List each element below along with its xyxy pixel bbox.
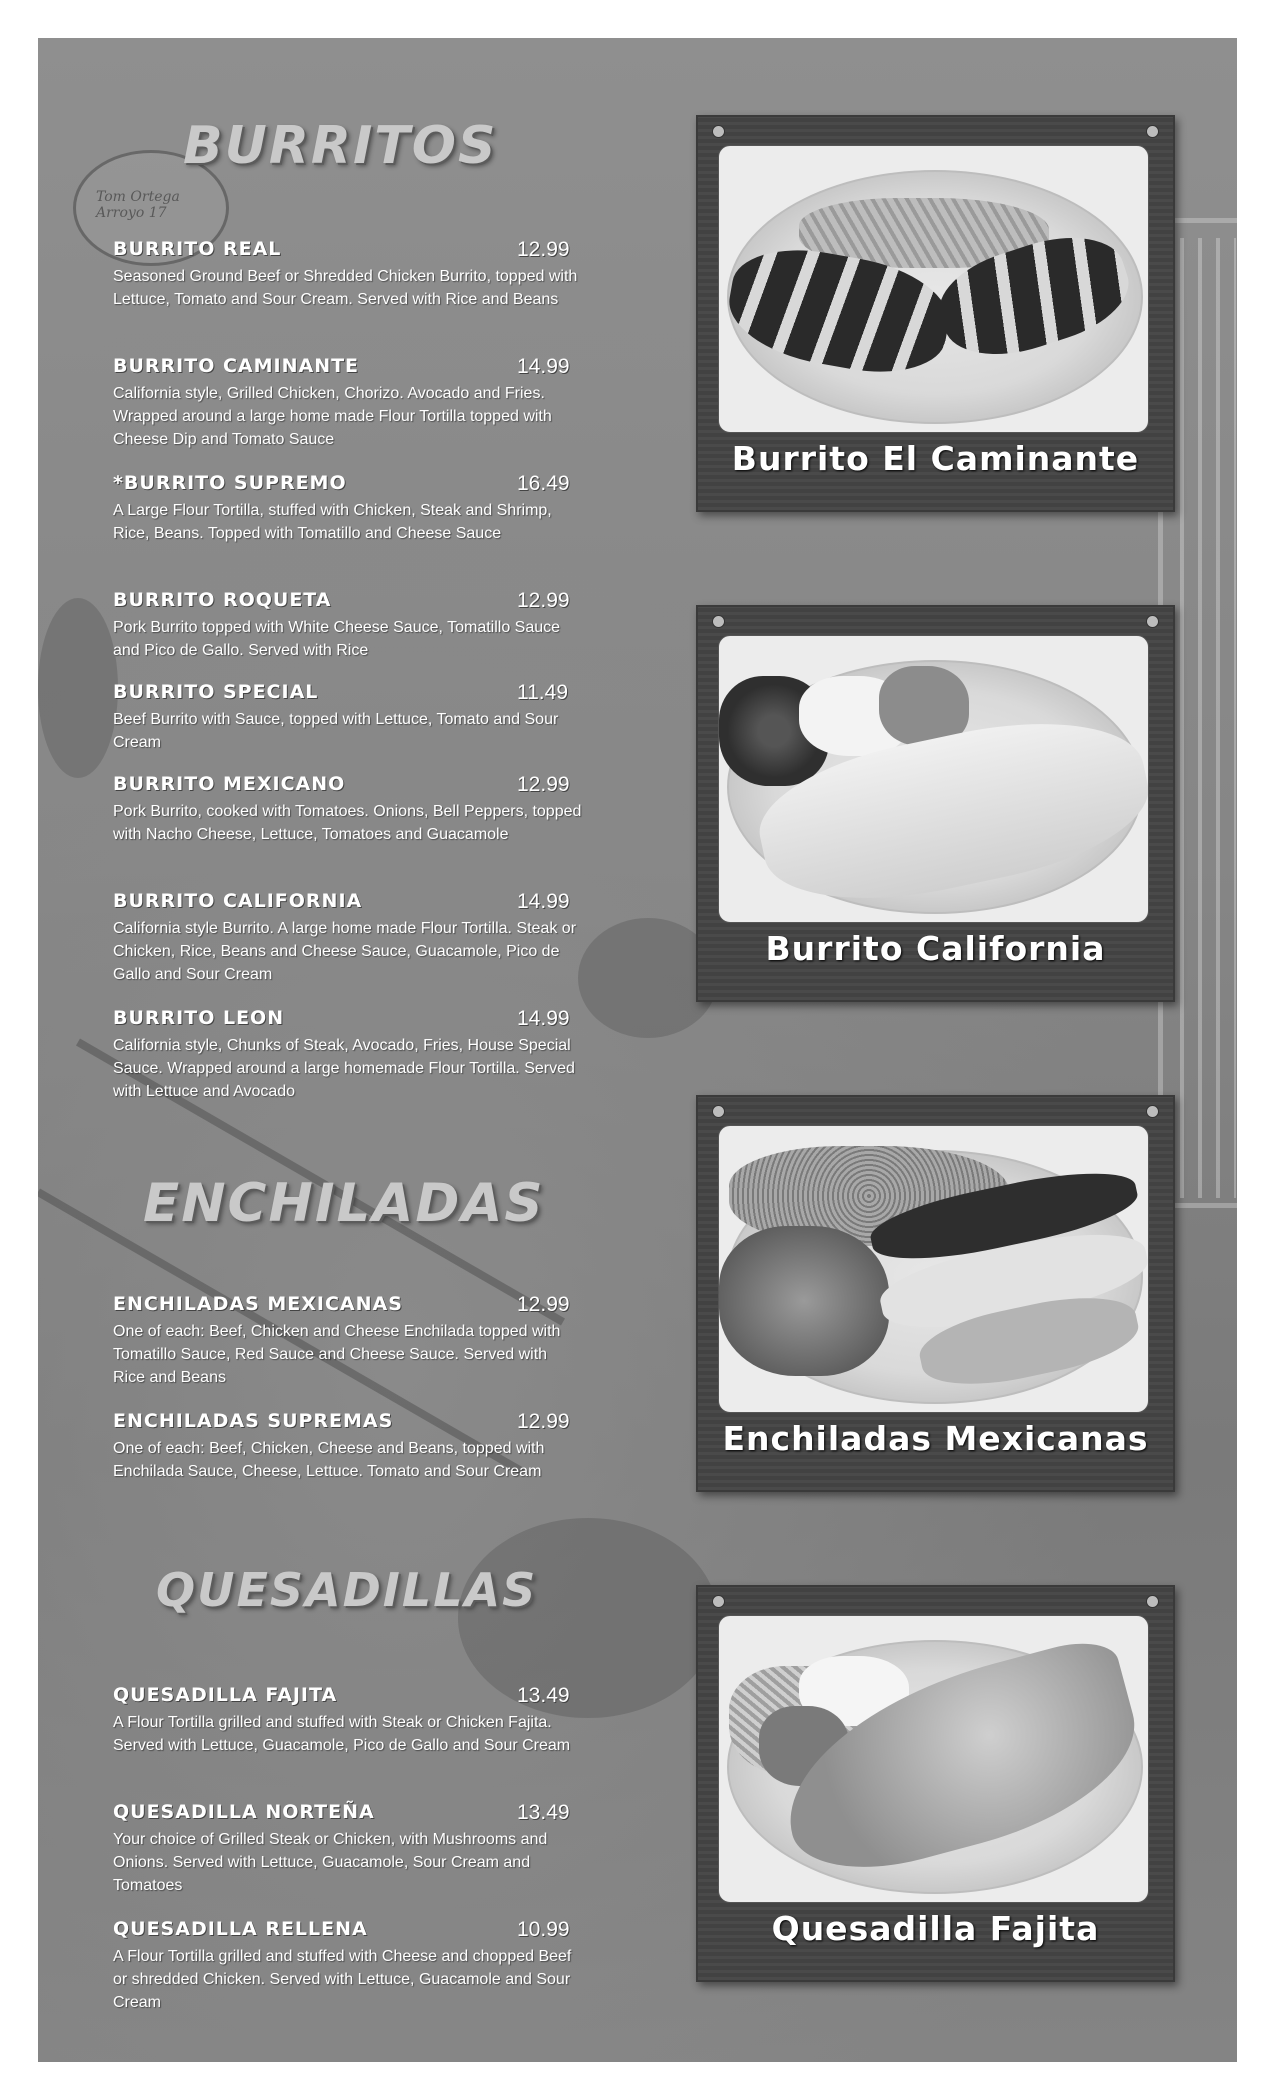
item-name: BURRITO LEON	[113, 1007, 285, 1029]
nail-icon	[712, 1595, 725, 1608]
item-name: BURRITO SPECIAL	[113, 681, 319, 703]
food-photo	[718, 1615, 1149, 1903]
item-price: 14.99	[517, 890, 570, 913]
menu-item	[113, 773, 583, 846]
menu-item	[113, 589, 583, 662]
item-name: BURRITO ROQUETA	[113, 589, 332, 611]
item-description: A Flour Tortilla grilled and stuffed with Steak or Chicken Fajita. Served with Lettuce, Guacamole, Pico de Gallo and Sour Cream	[113, 1714, 571, 1754]
nail-icon	[712, 1105, 725, 1118]
item-description: Pork Burrito, cooked with Tomatoes. Onions, Bell Peppers, topped with Nacho Cheese, Lettuce, Tomatoes and Guacamole	[113, 803, 582, 843]
item-name: BURRITO CALIFORNIA	[113, 890, 363, 912]
item-name: QUESADILLA RELLENA	[113, 1918, 368, 1940]
item-description: Seasoned Ground Beef or Shredded Chicken Burrito, topped with Lettuce, Tomato and Sour Cream. Served with Rice and Beans	[113, 268, 578, 308]
item-description: Pork Burrito topped with White Cheese Sauce, Tomatillo Sauce and Pico de Gallo. Served with Rice	[113, 619, 561, 659]
item-name: BURRITO REAL	[113, 238, 282, 260]
nail-icon	[712, 615, 725, 628]
photo-caption: Quesadilla Fajita	[771, 1909, 1100, 1948]
item-name: BURRITO CAMINANTE	[113, 355, 360, 377]
menu-item	[113, 1007, 583, 1103]
item-description: A Flour Tortilla grilled and stuffed with Cheese and chopped Beef or shredded Chicken. Served with Lettuce, Guacamole and Sour Cream	[113, 1948, 572, 2011]
item-description: California style, Chunks of Steak, Avocado, Fries, House Special Sauce. Wrapped around a large homemade Flour Tortilla. Served with Lettuce and Avocado	[113, 1037, 575, 1100]
plaque-text: Tom Ortega Arroyo 17	[96, 189, 180, 221]
item-description: California style Burrito. A large home made Flour Tortilla. Steak or Chicken, Rice, Beans and Cheese Sauce, Guacamole, Pico de Gallo and Sour Cream	[113, 920, 577, 983]
menu-item	[113, 1410, 583, 1483]
item-description: One of each: Beef, Chicken, Cheese and Beans, topped with Enchilada Sauce, Cheese, Lettuce. Tomato and Sour Cream	[113, 1440, 545, 1480]
item-name: ENCHILADAS SUPREMAS	[113, 1410, 394, 1432]
photo-card-enchiladas-mexicanas	[696, 1095, 1175, 1492]
photo-caption: Burrito El Caminante	[731, 439, 1140, 478]
item-name: QUESADILLA NORTEÑA	[113, 1801, 375, 1823]
menu-item	[113, 1801, 583, 1897]
menu-item	[113, 890, 583, 986]
item-description: One of each: Beef, Chicken and Cheese Enchilada topped with Tomatillo Sauce, Red Sauce and Cheese Sauce. Served with Rice and Beans	[113, 1323, 561, 1386]
item-name: QUESADILLA FAJITA	[113, 1684, 338, 1706]
item-price: 10.99	[517, 1918, 570, 1941]
menu-page	[38, 38, 1237, 2062]
nail-icon	[712, 125, 725, 138]
nail-icon	[1146, 1105, 1159, 1118]
photo-card-burrito-el-caminante	[696, 115, 1175, 512]
item-price: 12.99	[517, 1293, 570, 1316]
item-price: 12.99	[517, 773, 570, 796]
item-price: 12.99	[517, 238, 570, 261]
item-name: *BURRITO SUPREMO	[113, 472, 347, 494]
item-description: A Large Flour Tortilla, stuffed with Chicken, Steak and Shrimp, Rice, Beans. Topped with Tomatillo and Cheese Sauce	[113, 502, 552, 542]
menu-item	[113, 681, 583, 754]
item-price: 14.99	[517, 355, 570, 378]
item-price: 11.49	[517, 681, 568, 704]
menu-item	[113, 472, 583, 545]
item-price: 16.49	[517, 472, 570, 495]
menu-item	[113, 1684, 583, 1757]
item-price: 13.49	[517, 1801, 570, 1824]
photo-card-quesadilla-fajita	[696, 1585, 1175, 1982]
background-plant-shadow	[38, 598, 118, 778]
food-photo	[718, 145, 1149, 433]
nail-icon	[1146, 615, 1159, 628]
beans-image	[719, 1226, 889, 1376]
food-photo	[718, 635, 1149, 923]
photo-caption: Enchiladas Mexicanas	[722, 1419, 1149, 1458]
nail-icon	[1146, 125, 1159, 138]
menu-item	[113, 1918, 583, 2014]
nail-icon	[1146, 1595, 1159, 1608]
item-description: California style, Grilled Chicken, Chorizo. Avocado and Fries. Wrapped around a large home made Flour Tortilla topped with Cheese Dip and Tomato Sauce	[113, 385, 552, 448]
section-title-quesadillas: QUESADILLAS	[156, 1563, 538, 1617]
section-title-enchiladas: ENCHILADAS	[143, 1173, 545, 1234]
photo-card-burrito-california	[696, 605, 1175, 1002]
item-description: Your choice of Grilled Steak or Chicken, with Mushrooms and Onions. Served with Lettuce, Guacamole, Sour Cream and Tomatoes	[113, 1831, 548, 1894]
background-window-bars	[1166, 238, 1236, 1198]
item-description: Beef Burrito with Sauce, topped with Lettuce, Tomato and Sour Cream	[113, 711, 559, 751]
item-name: BURRITO MEXICANO	[113, 773, 346, 795]
photo-caption: Burrito California	[765, 929, 1106, 968]
item-price: 14.99	[517, 1007, 570, 1030]
item-price: 13.49	[517, 1684, 570, 1707]
item-name: ENCHILADAS MEXICANAS	[113, 1293, 403, 1315]
menu-item	[113, 355, 583, 451]
food-photo	[718, 1125, 1149, 1413]
menu-item	[113, 238, 583, 311]
section-title-burritos: BURRITOS	[183, 116, 498, 176]
item-price: 12.99	[517, 589, 570, 612]
menu-item	[113, 1293, 583, 1389]
item-price: 12.99	[517, 1410, 570, 1433]
